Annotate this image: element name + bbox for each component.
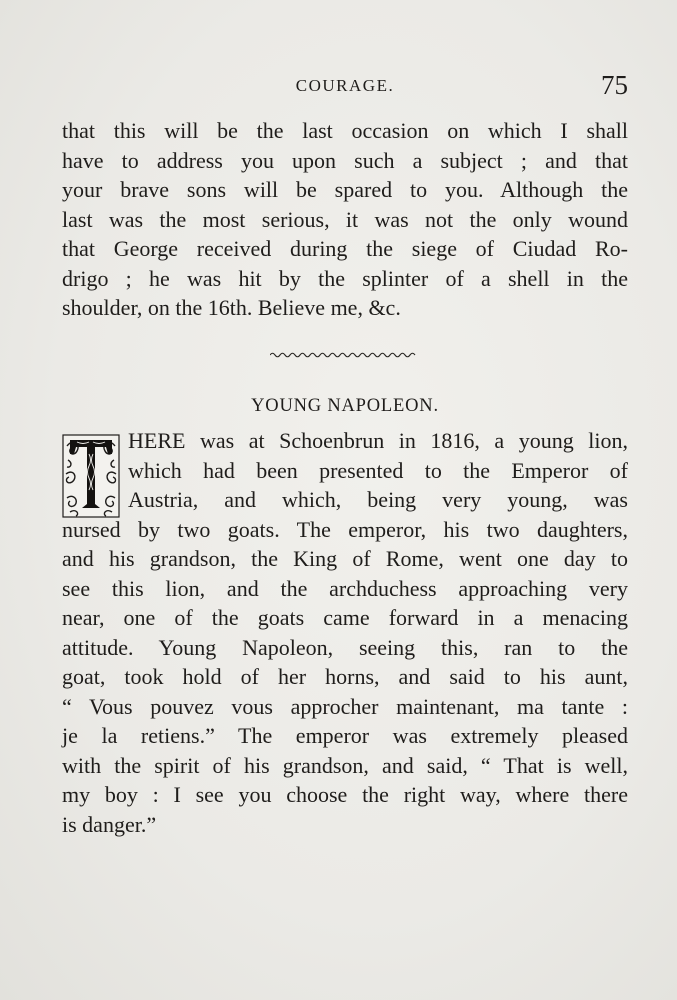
text-line: with the spirit of his grandson, and said, “ That is well, — [62, 752, 628, 778]
text-line: have to address you upon such a subject ; and that — [62, 147, 628, 173]
text-line: je la retiens.” The emperor was extremely pleased — [62, 723, 628, 748]
text-line: goat, took hold of her horns, and said to his aunt, — [62, 664, 628, 689]
paragraph-young-napoleon — [62, 426, 628, 839]
page-header — [62, 70, 628, 104]
text-line: “ Vous pouvez vous approcher maintenant, ma tante : — [62, 693, 628, 719]
running-title: COURAGE. — [295, 76, 395, 95]
text-line: see this lion, and the archduchess approaching very — [62, 575, 628, 601]
text-line: and his grandson, the King of Rome, went one day to — [62, 546, 628, 571]
text-line: my boy : I see you choose the right way, where there — [62, 782, 628, 807]
text-line: that George received during the siege of Ciudad Ro- — [62, 236, 628, 261]
text-line: last was the most serious, it was not the only wound — [62, 206, 628, 232]
text-line: drigo ; he was hit by the splinter of a shell in the — [62, 265, 628, 291]
wavy-divider-ornament — [270, 351, 418, 359]
section-heading: YOUNG NAPOLEON. — [251, 396, 439, 416]
text-line: your brave sons will be spared to you. Although the — [62, 177, 628, 202]
text-line: near, one of the goats came forward in a menacing — [62, 605, 628, 630]
text-line: which had been presented to the Emperor of — [128, 457, 628, 483]
text-line: that this will be the last occasion on which I shall — [62, 118, 628, 143]
text-line: HERE was at Schoenbrun in 1816, a young lion, — [128, 428, 628, 453]
text-line: is danger.” — [62, 811, 157, 837]
paragraph-courage-ending — [62, 116, 628, 323]
text-line: attitude. Young Napoleon, seeing this, ran to the — [62, 634, 628, 660]
page-number: 75 — [601, 70, 628, 100]
text-line: Austria, and which, being very young, was — [128, 487, 628, 512]
text-line: nursed by two goats. The emperor, his two daughters, — [62, 516, 628, 542]
text-line: shoulder, on the 16th. Believe me, &c. — [62, 295, 401, 320]
